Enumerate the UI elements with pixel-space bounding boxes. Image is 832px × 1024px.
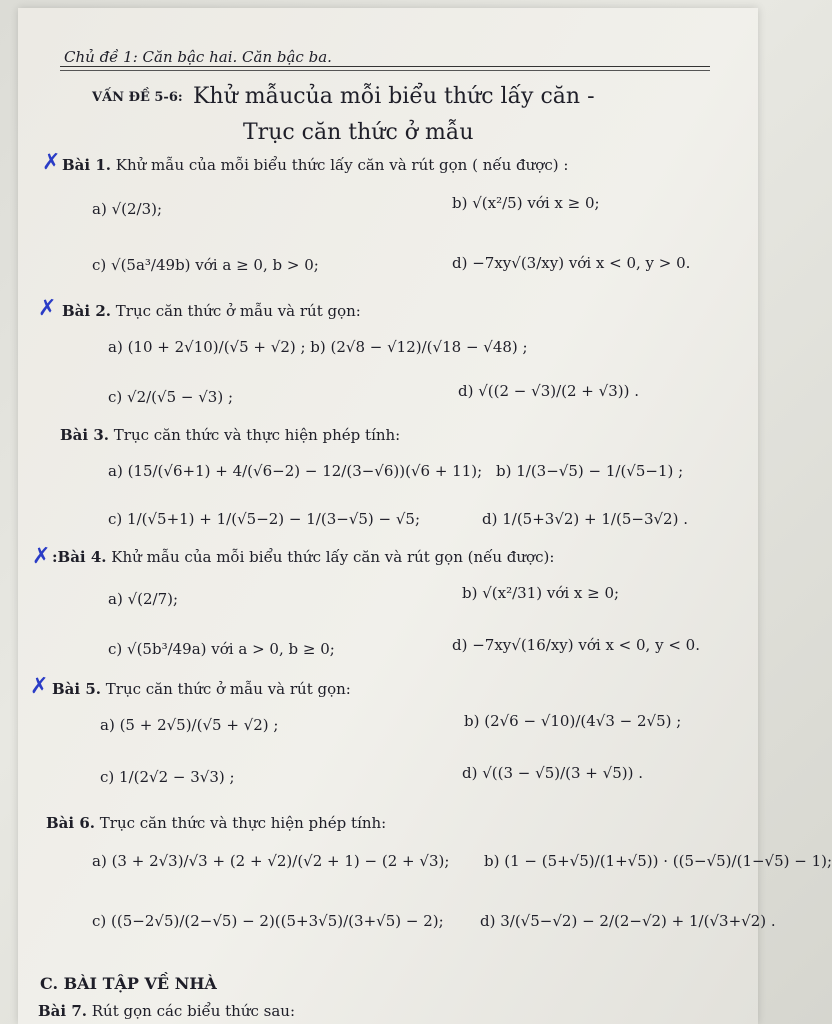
exercise-4-text: Khử mẫu của mỗi biểu thức lấy căn và rút gọn (nếu được): [111, 548, 555, 566]
section-homework: C. BÀI TẬP VỀ NHÀ [40, 974, 217, 993]
exercise-5-heading [52, 680, 351, 698]
exercise-4-title: :Bài 4. [52, 548, 107, 566]
exercise-1d: d) −7xy√(3/xy) với x < 0, y > 0. [452, 254, 691, 272]
exercise-5-title: Bài 5. [52, 680, 101, 698]
x-mark-icon: ✗ [32, 544, 51, 569]
exercise-6-title: Bài 6. [46, 814, 95, 832]
exercise-7-title: Bài 7. [38, 1002, 87, 1020]
x-mark-icon: ✗ [38, 296, 57, 321]
x-mark-icon: ✗ [42, 150, 61, 175]
exercise-2-text: Trục căn thức ở mẫu và rút gọn: [115, 302, 361, 320]
exercise-4d: d) −7xy√(16/xy) với x < 0, y < 0. [452, 636, 700, 654]
exercise-2c: c) √2/(√5 − √3) ; [108, 388, 234, 406]
exercise-2a-2b: a) (10 + 2√10)/(√5 + √2) ; b) (2√8 − √12)/(√18 − √48) ; [108, 338, 528, 356]
exercise-7-text: Rút gọn các biểu thức sau: [91, 1002, 296, 1020]
exercise-5d: d) √((3 − √5)/(3 + √5)) . [462, 764, 643, 782]
exercise-3d: d) 1/(5+3√2) + 1/(5−3√2) . [482, 510, 688, 528]
x-mark-icon: ✗ [30, 674, 49, 699]
exercise-2-heading [62, 302, 361, 320]
exercise-1a: a) √(2/3); [92, 200, 163, 218]
exercise-7-heading [38, 1002, 295, 1020]
exercise-6-heading [46, 814, 386, 832]
topic-label: VẤN ĐỀ 5-6: [92, 90, 183, 105]
exercise-6d: d) 3/(√5−√2) − 2/(2−√2) + 1/(√3+√2) . [480, 912, 776, 930]
exercise-6c: c) ((5−2√5)/(2−√5) − 2)((5+3√5)/(3+√5) − 2); [92, 912, 444, 930]
exercise-2-title: Bài 2. [62, 302, 111, 320]
exercise-6-text: Trục căn thức và thực hiện phép tính: [99, 814, 387, 832]
topic-subtitle: Trục căn thức ở mẫu [243, 120, 474, 145]
header-rule-thin [60, 70, 710, 71]
exercise-2d: d) √((2 − √3)/(2 + √3)) . [458, 382, 639, 400]
exercise-1-text: Khử mẫu của mỗi biểu thức lấy căn và rút gọn ( nếu được) : [115, 156, 569, 174]
chapter-header: Chủ đề 1: Căn bậc hai. Căn bậc ba. [64, 48, 332, 66]
exercise-5c: c) 1/(2√2 − 3√3) ; [100, 768, 235, 786]
exercise-3-title: Bài 3. [60, 426, 109, 444]
exercise-5a: a) (5 + 2√5)/(√5 + √2) ; [100, 716, 279, 734]
exercise-4-heading [52, 548, 554, 566]
exercise-4a: a) √(2/7); [108, 590, 179, 608]
header-rule [60, 66, 710, 67]
exercise-1-title: Bài 1. [62, 156, 111, 174]
exercise-3-text: Trục căn thức và thực hiện phép tính: [113, 426, 401, 444]
exercise-4c: c) √(5b³/49a) với a > 0, b ≥ 0; [108, 640, 335, 658]
topic-title: Khử mẫucủa mỗi biểu thức lấy căn - [193, 84, 595, 109]
exercise-3b: b) 1/(3−√5) − 1/(√5−1) ; [496, 462, 684, 480]
exercise-6b: b) (1 − (5+√5)/(1+√5)) · ((5−√5)/(1−√5) − 1); [484, 852, 832, 870]
exercise-5-text: Trục căn thức ở mẫu và rút gọn: [105, 680, 351, 698]
exercise-5b: b) (2√6 − √10)/(4√3 − 2√5) ; [464, 712, 682, 730]
exercise-3-heading [60, 426, 400, 444]
exercise-1c: c) √(5a³/49b) với a ≥ 0, b > 0; [92, 256, 319, 274]
exercise-4b: b) √(x²/31) với x ≥ 0; [462, 584, 620, 602]
exercise-6a: a) (3 + 2√3)/√3 + (2 + √2)/(√2 + 1) − (2 + √3); [92, 852, 450, 870]
exercise-3a: a) (15/(√6+1) + 4/(√6−2) − 12/(3−√6))(√6 + 11); [108, 462, 483, 480]
exercise-3c: c) 1/(√5+1) + 1/(√5−2) − 1/(3−√5) − √5; [108, 510, 421, 528]
exercise-1b: b) √(x²/5) với x ≥ 0; [452, 194, 600, 212]
exercise-1-heading [62, 156, 568, 174]
